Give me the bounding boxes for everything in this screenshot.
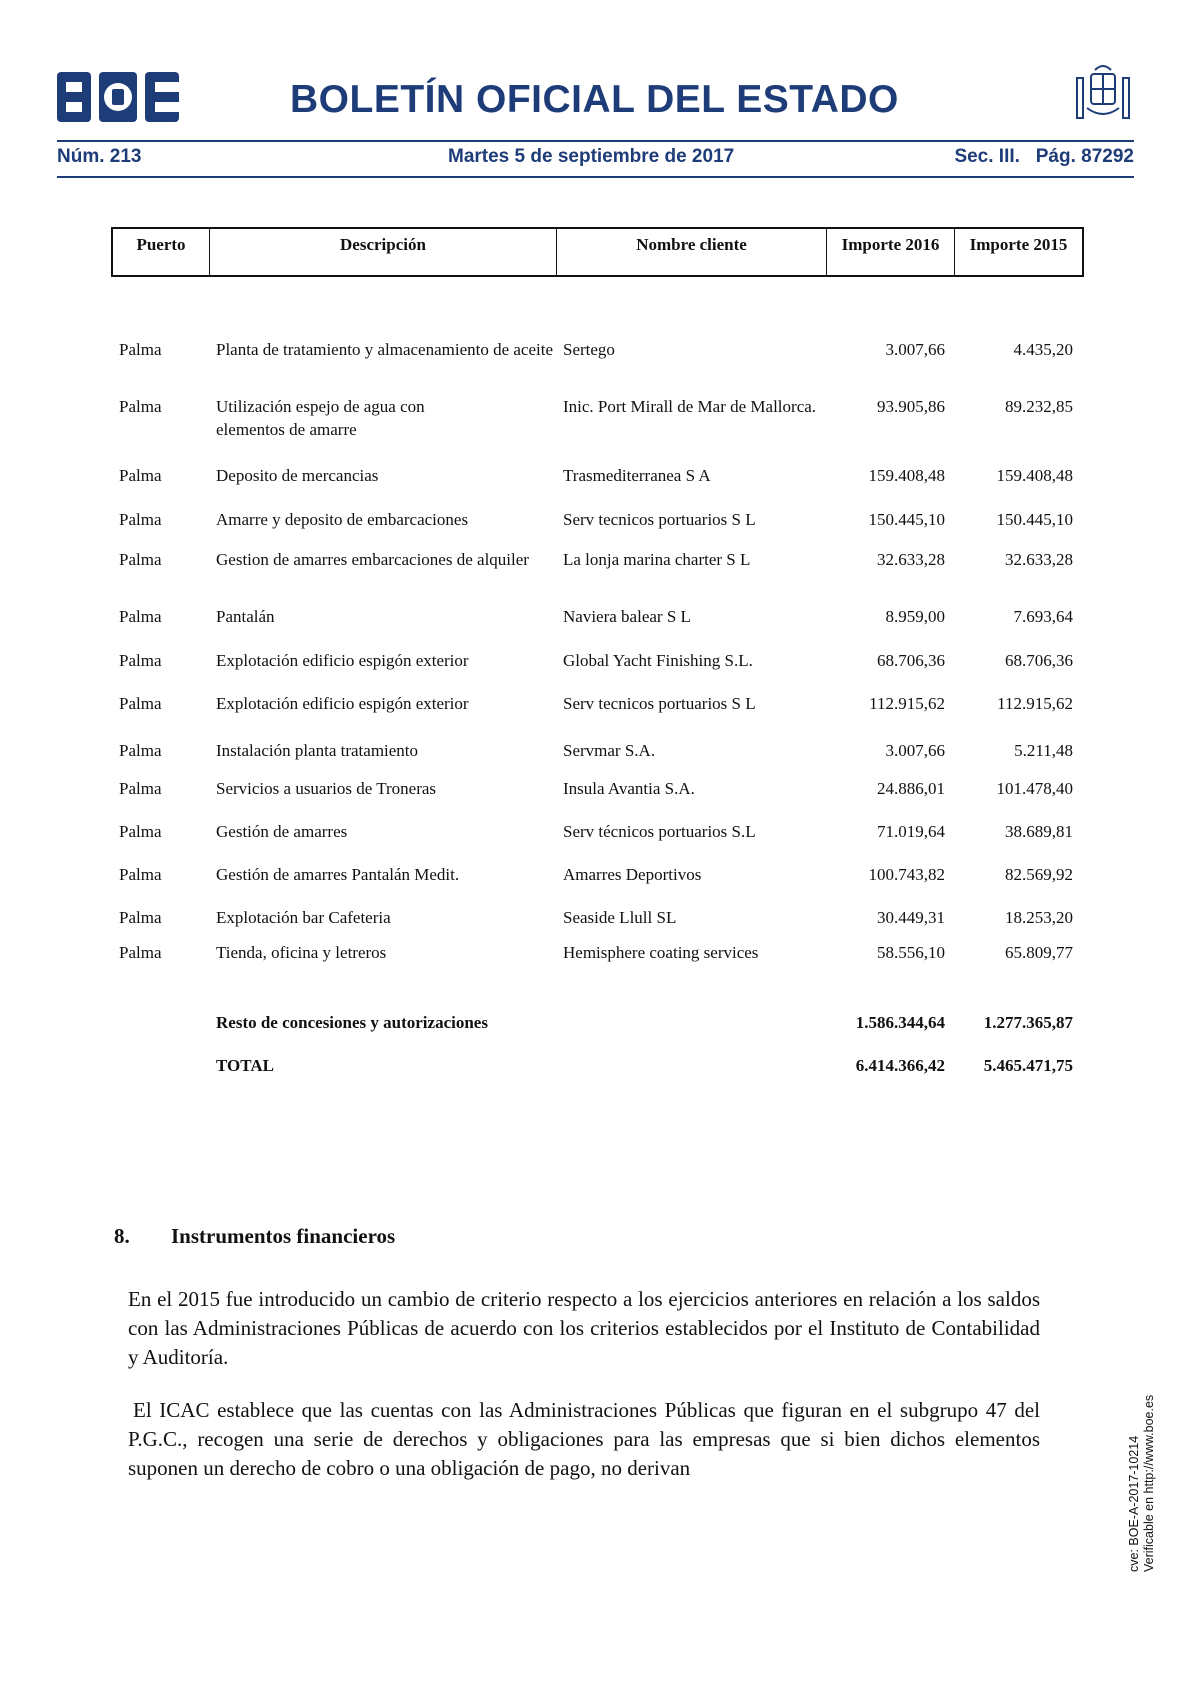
cell-descripcion: Tienda, oficina y letreros xyxy=(216,943,387,962)
table-row xyxy=(111,395,1084,441)
cell-importe-2016: 3.007,66 xyxy=(885,340,945,359)
cell-descripcion: Deposito de mercancias xyxy=(216,466,379,485)
cell-descripcion: Instalación planta tratamiento xyxy=(216,741,419,760)
table-row xyxy=(111,508,1084,531)
cell-cliente: La lonja marina charter S L xyxy=(563,550,751,569)
cell-importe-2016: 32.633,28 xyxy=(877,550,945,569)
cell-descripcion: Gestion de amarres embarcaciones de alquiler xyxy=(216,550,529,569)
resto-row xyxy=(111,1011,1084,1034)
cell-descripcion: Amarre y deposito de embarcaciones xyxy=(216,510,469,529)
cell-cliente: Naviera balear S L xyxy=(563,607,691,626)
cell-descripcion: Explotación bar Cafeteria xyxy=(216,908,391,927)
paragraph: En el 2015 fue introducido un cambio de criterio respecto a los ejercicios anteriores en relación a los saldos con las Administraciones Públicas de acuerdo con los criterios establecidos por el Instituto de Contabilidad y Auditoría. xyxy=(128,1287,1040,1369)
resto-label: Resto de concesiones y autorizaciones xyxy=(216,1013,488,1032)
col-header-importe-2015: Importe 2015 xyxy=(969,235,1068,254)
cell-importe-2015: 65.809,77 xyxy=(1005,943,1073,962)
cell-puerto: Palma xyxy=(119,651,162,670)
cell-importe-2016: 150.445,10 xyxy=(868,510,945,529)
cell-puerto: Palma xyxy=(119,340,162,359)
cell-descripcion: Pantalán xyxy=(216,607,275,626)
cell-puerto: Palma xyxy=(119,779,162,798)
table-row xyxy=(111,777,1084,800)
section-title: Instrumentos financieros xyxy=(171,1224,396,1248)
issue-number: Núm. 213 xyxy=(57,146,142,167)
total-importe-2016: 6.414.366,42 xyxy=(855,1056,945,1075)
cell-cliente: Serv técnicos portuarios S.L xyxy=(563,822,756,841)
cell-importe-2016: 30.449,31 xyxy=(877,908,945,927)
cell-importe-2016: 100.743,82 xyxy=(868,865,945,884)
cell-importe-2015: 82.569,92 xyxy=(1005,865,1073,884)
cell-puerto: Palma xyxy=(119,943,162,962)
cell-puerto: Palma xyxy=(119,607,162,626)
table-row xyxy=(111,863,1084,886)
cell-empty xyxy=(111,1011,208,1034)
table-row xyxy=(111,906,1084,929)
cell-puerto: Palma xyxy=(119,550,162,569)
table-row xyxy=(111,739,1084,762)
verification-sidenote xyxy=(1127,1395,1157,1572)
paragraph: El ICAC establece que las cuentas con las Administraciones Públicas que figuran en el subgrupo 47 del P.G.C., recogen una serie de derechos y obligaciones para las empresas que si bien dichos elementos suponen un derecho de cobro o una obligación de pago, no derivan xyxy=(128,1398,1040,1480)
cell-puerto: Palma xyxy=(119,822,162,841)
cell-importe-2015: 18.253,20 xyxy=(1005,908,1073,927)
header-rule-top xyxy=(57,140,1134,142)
boe-logo xyxy=(57,72,179,122)
cell-descripcion: Gestión de amarres Pantalán Medit. xyxy=(216,865,460,884)
cell-puerto: Palma xyxy=(119,865,162,884)
section-number: 8. xyxy=(114,1224,130,1248)
issue-date: Martes 5 de septiembre de 2017 xyxy=(448,146,735,167)
cell-importe-2015: 7.693,64 xyxy=(1013,607,1073,626)
cell-importe-2015: 38.689,81 xyxy=(1005,822,1073,841)
cell-cliente: Serv tecnicos portuarios S L xyxy=(563,510,756,529)
header-rule-bottom xyxy=(57,176,1134,178)
total-row xyxy=(111,1054,1084,1077)
table-row xyxy=(111,548,1084,571)
resto-importe-2016: 1.586.344,64 xyxy=(855,1013,945,1032)
cell-importe-2015: 159.408,48 xyxy=(996,466,1073,485)
table-row xyxy=(111,692,1084,715)
cell-importe-2015: 89.232,85 xyxy=(1005,397,1073,416)
cell-importe-2016: 71.019,64 xyxy=(877,822,945,841)
cell-puerto: Palma xyxy=(119,510,162,529)
col-header-puerto: Puerto xyxy=(113,229,210,275)
bulletin-title: BOLETÍN OFICIAL DEL ESTADO xyxy=(290,78,899,121)
col-header-cliente: Nombre cliente xyxy=(557,229,827,275)
col-header-descripcion: Descripción xyxy=(210,229,557,275)
table-row xyxy=(111,941,1084,964)
cell-importe-2015: 5.211,48 xyxy=(1014,741,1073,760)
cell-importe-2016: 68.706,36 xyxy=(877,651,945,670)
cell-puerto: Palma xyxy=(119,397,162,416)
cell-importe-2016: 112.915,62 xyxy=(869,694,945,713)
cell-cliente: Servmar S.A. xyxy=(563,741,656,760)
resto-importe-2015: 1.277.365,87 xyxy=(983,1013,1073,1032)
table-row xyxy=(111,464,1084,487)
cell-descripcion: Explotación edificio espigón exterior xyxy=(216,651,469,670)
cell-importe-2016: 93.905,86 xyxy=(877,397,945,416)
cell-importe-2016: 8.959,00 xyxy=(885,607,945,626)
cell-importe-2015: 112.915,62 xyxy=(997,694,1073,713)
cell-importe-2016: 24.886,01 xyxy=(877,779,945,798)
table-row xyxy=(111,338,1084,361)
total-importe-2015: 5.465.471,75 xyxy=(983,1056,1073,1075)
cell-puerto: Palma xyxy=(119,741,162,760)
cell-descripcion: Gestión de amarres xyxy=(216,822,348,841)
cell-cliente: Serv tecnicos portuarios S L xyxy=(563,694,756,713)
section-heading xyxy=(114,1224,395,1249)
cell-importe-2015: 150.445,10 xyxy=(996,510,1073,529)
table-row xyxy=(111,820,1084,843)
cell-cliente: Seaside Llull SL xyxy=(563,908,677,927)
section-page: Sec. III. Pág. 87292 xyxy=(954,146,1134,167)
cell-importe-2015: 68.706,36 xyxy=(1005,651,1073,670)
cell-cliente: Amarres Deportivos xyxy=(563,865,702,884)
cell-cliente: Insula Avantia S.A. xyxy=(563,779,695,798)
col-header-importe-2016: Importe 2016 xyxy=(827,229,955,275)
cell-importe-2015: 101.478,40 xyxy=(996,779,1073,798)
cell-empty xyxy=(111,1054,208,1077)
cell-cliente: Global Yacht Finishing S.L. xyxy=(563,651,753,670)
cve-code: cve: BOE-A-2017-10214 xyxy=(1127,1435,1141,1572)
total-label: TOTAL xyxy=(216,1056,274,1075)
table-row xyxy=(111,649,1084,672)
verify-url: Verificable en http://www.boe.es xyxy=(1142,1394,1156,1572)
cell-puerto: Palma xyxy=(119,908,162,927)
cell-descripcion: Planta de tratamiento y almacenamiento de aceite xyxy=(216,340,554,359)
cell-descripcion: Utilización espejo de agua con elementos de amarre xyxy=(216,397,425,439)
cell-puerto: Palma xyxy=(119,466,162,485)
cell-cliente: Trasmediterranea S A xyxy=(563,466,711,485)
cell-puerto: Palma xyxy=(119,694,162,713)
table-header xyxy=(111,227,1084,277)
cell-cliente: Inic. Port Mirall de Mar de Mallorca. xyxy=(563,397,817,416)
cell-cliente: Hemisphere coating services xyxy=(563,943,759,962)
table-row xyxy=(111,605,1084,628)
coat-of-arms-icon xyxy=(1073,60,1133,126)
cell-importe-2016: 3.007,66 xyxy=(885,741,945,760)
cell-importe-2016: 159.408,48 xyxy=(868,466,945,485)
cell-cliente: Sertego xyxy=(563,340,615,359)
cell-importe-2016: 58.556,10 xyxy=(877,943,945,962)
cell-descripcion: Explotación edificio espigón exterior xyxy=(216,694,469,713)
cell-importe-2015: 4.435,20 xyxy=(1013,340,1073,359)
cell-descripcion: Servicios a usuarios de Troneras xyxy=(216,779,437,798)
cell-importe-2015: 32.633,28 xyxy=(1005,550,1073,569)
